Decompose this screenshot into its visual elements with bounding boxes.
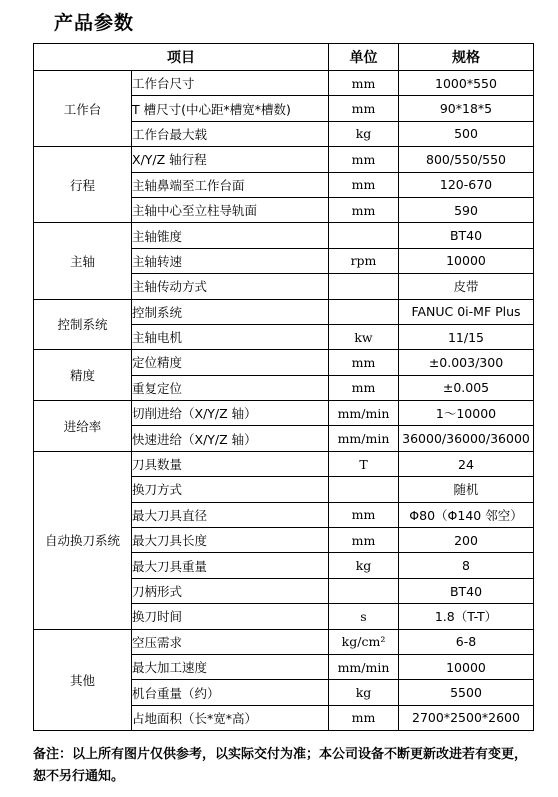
spec-cell: 2700*2500*2600 — [399, 705, 534, 730]
unit-cell — [329, 477, 399, 502]
spec-table-body — [34, 71, 534, 731]
unit-cell: kg — [329, 680, 399, 705]
unit-cell: mm — [329, 528, 399, 553]
group-label: 主轴 — [34, 223, 132, 299]
unit-cell — [329, 274, 399, 299]
unit-cell: kg — [329, 553, 399, 578]
item-cell: 定位精度 — [132, 350, 329, 375]
unit-cell: mm — [329, 147, 399, 172]
unit-cell: mm — [329, 197, 399, 222]
item-cell: 空压需求 — [132, 629, 329, 654]
table-row — [34, 350, 534, 375]
spec-cell: 10000 — [399, 248, 534, 273]
item-cell: 主轴锥度 — [132, 223, 329, 248]
table-row — [34, 451, 534, 476]
group-label: 自动换刀系统 — [34, 451, 132, 629]
item-cell: 主轴中心至立柱导轨面 — [132, 197, 329, 222]
header-spec: 规格 — [399, 44, 534, 71]
table-row — [34, 629, 534, 654]
unit-cell: kg — [329, 121, 399, 146]
spec-cell: 24 — [399, 451, 534, 476]
page-title: 产品参数 — [54, 12, 135, 34]
item-cell: 主轴转速 — [132, 248, 329, 273]
item-cell: 刀具数量 — [132, 451, 329, 476]
spec-cell: 1.8（T-T） — [399, 604, 534, 629]
table-header-row — [34, 44, 534, 71]
spec-cell: 500 — [399, 121, 534, 146]
unit-cell — [329, 299, 399, 324]
item-cell: 占地面积（长*宽*高） — [132, 705, 329, 730]
unit-cell: T — [329, 451, 399, 476]
item-cell: 切削进给（X/Y/Z 轴） — [132, 401, 329, 426]
table-row — [34, 299, 534, 324]
group-label: 控制系统 — [34, 299, 132, 350]
item-cell: 换刀方式 — [132, 477, 329, 502]
spec-cell: FANUC 0i-MF Plus — [399, 299, 534, 324]
item-cell: 换刀时间 — [132, 604, 329, 629]
spec-cell: 90*18*5 — [399, 96, 534, 121]
unit-cell: mm — [329, 375, 399, 400]
unit-cell: kw — [329, 324, 399, 349]
header-item: 项目 — [34, 44, 329, 71]
item-cell: 控制系统 — [132, 299, 329, 324]
item-cell: 最大加工速度 — [132, 654, 329, 679]
unit-cell: mm/min — [329, 654, 399, 679]
item-cell: 主轴传动方式 — [132, 274, 329, 299]
spec-cell: 8 — [399, 553, 534, 578]
unit-cell: mm — [329, 350, 399, 375]
item-cell: 最大刀具长度 — [132, 528, 329, 553]
spec-cell: 120-670 — [399, 172, 534, 197]
item-cell: 主轴鼻端至工作台面 — [132, 172, 329, 197]
group-label: 行程 — [34, 147, 132, 223]
unit-cell: mm — [329, 705, 399, 730]
unit-cell: mm/min — [329, 401, 399, 426]
item-cell: 工作台最大载 — [132, 121, 329, 146]
group-label: 精度 — [34, 350, 132, 401]
spec-cell: 11/15 — [399, 324, 534, 349]
group-label: 工作台 — [34, 71, 132, 147]
unit-cell: rpm — [329, 248, 399, 273]
spec-cell: 1～10000 — [399, 401, 534, 426]
table-row — [34, 147, 534, 172]
group-label: 进给率 — [34, 401, 132, 452]
table-row — [34, 223, 534, 248]
unit-cell: mm — [329, 502, 399, 527]
header-unit: 单位 — [329, 44, 399, 71]
spec-cell: ±0.005 — [399, 375, 534, 400]
spec-cell: 1000*550 — [399, 71, 534, 96]
spec-table — [33, 43, 534, 731]
spec-cell: ±0.003/300 — [399, 350, 534, 375]
spec-cell: 6-8 — [399, 629, 534, 654]
spec-cell: 皮带 — [399, 274, 534, 299]
unit-cell: mm — [329, 96, 399, 121]
unit-cell — [329, 223, 399, 248]
spec-cell: Φ80（Φ140 邻空） — [399, 502, 534, 527]
spec-cell: 随机 — [399, 477, 534, 502]
item-cell: 工作台尺寸 — [132, 71, 329, 96]
spec-cell: 5500 — [399, 680, 534, 705]
unit-cell: s — [329, 604, 399, 629]
unit-cell: kg/cm² — [329, 629, 399, 654]
item-cell: X/Y/Z 轴行程 — [132, 147, 329, 172]
item-cell: 最大刀具直径 — [132, 502, 329, 527]
spec-cell: BT40 — [399, 578, 534, 603]
group-label: 其他 — [34, 629, 132, 731]
item-cell: 刀柄形式 — [132, 578, 329, 603]
spec-cell: 800/550/550 — [399, 147, 534, 172]
item-cell: 重复定位 — [132, 375, 329, 400]
spec-cell: BT40 — [399, 223, 534, 248]
unit-cell — [329, 578, 399, 603]
item-cell: 机台重量（约） — [132, 680, 329, 705]
item-cell: 最大刀具重量 — [132, 553, 329, 578]
footnote: 备注：以上所有图片仅供参考，以实际交付为准；本公司设备不断更新改进若有变更，恕不另行通知。 — [33, 747, 528, 784]
table-row — [34, 71, 534, 96]
item-cell: 主轴电机 — [132, 324, 329, 349]
item-cell: 快速进给（X/Y/Z 轴） — [132, 426, 329, 451]
unit-cell: mm/min — [329, 426, 399, 451]
spec-cell: 10000 — [399, 654, 534, 679]
unit-cell: mm — [329, 172, 399, 197]
spec-cell: 200 — [399, 528, 534, 553]
item-cell: T 槽尺寸(中心距*槽宽*槽数) — [132, 96, 329, 121]
spec-cell: 590 — [399, 197, 534, 222]
table-row — [34, 401, 534, 426]
unit-cell: mm — [329, 71, 399, 96]
spec-cell: 36000/36000/36000 — [399, 426, 534, 451]
